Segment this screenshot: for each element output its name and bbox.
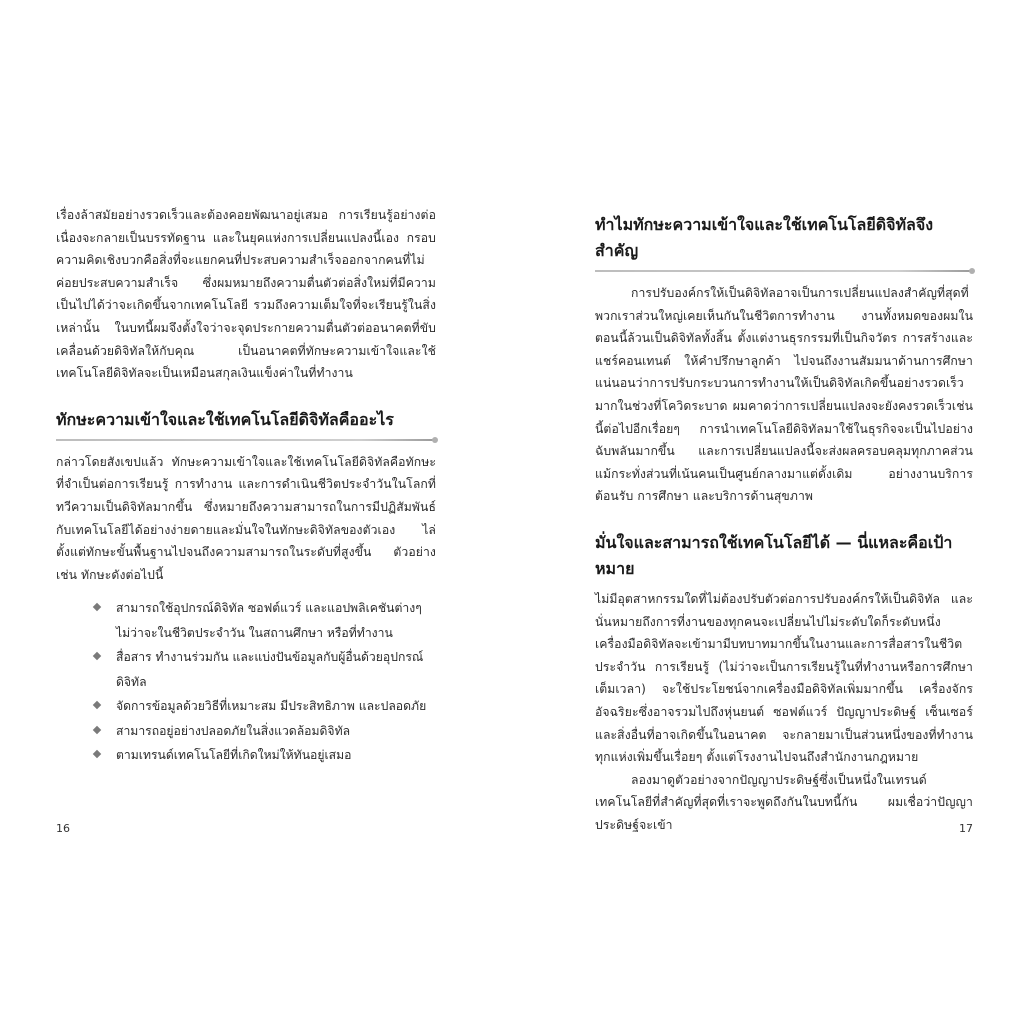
list-item-text: สามารถใช้อุปกรณ์ดิจิทัล ซอฟต์แวร์ และแอปพลิเคชันต่างๆ ไม่ว่าจะในชีวิตประจำวัน ในสถานศึกษา หรือที่ทำงาน (116, 601, 422, 640)
list-item (92, 743, 436, 768)
diamond-bullet-icon (93, 603, 101, 611)
section-heading-confident: มั่นใจและสามารถใช้เทคโนโลยีได้ — นี่แหละคือเป้าหมาย (595, 532, 953, 578)
list-item (92, 719, 436, 744)
skills-list (56, 596, 436, 768)
list-item-text: สื่อสาร ทำงานร่วมกัน และแบ่งปันข้อมูลกับผู้อื่นด้วยอุปกรณ์ดิจิทัล (116, 650, 424, 689)
diamond-bullet-icon (93, 750, 101, 758)
list-item-text: สามารถอยู่อย่างปลอดภัยในสิ่งแวดล้อมดิจิทัล (116, 723, 351, 738)
list-item-text: ตามเทรนด์เทคโนโลยีที่เกิดใหม่ให้ทันอยู่เสมอ (116, 748, 352, 763)
heading-rule (56, 439, 436, 441)
list-item (92, 645, 436, 694)
intro-paragraph: เรื่องล้าสมัยอย่างรวดเร็วและต้องคอยพัฒนาอยู่เสมอ การเรียนรู้อย่างต่อเนื่องจะกลายเป็นบรรทัดฐาน และในยุคแห่งการเปลี่ยนแปลงนี้เอง กรอบความคิดเชิงบวกคือสิ่งที่จะแยกคนที่ประสบความสำเร็จออกจากคนที่ไม่ค่อยประสบความสำเร็จ ซึ่งผมหมายถึงความตื่นตัวต่อสิ่งใหม่ที่มีความเป็นไปได้ว่าจะเกิดขึ้นจากเทคโนโลยี รวมถึงความเต็มใจที่จะเรียนรู้ในสิ่งเหล่านั้น ในบทนี้ผมจึงตั้งใจว่าจะจุดประกายความตื่นตัวต่ออนาคตที่ขับเคลื่อนด้วยดิจิทัลให้กับคุณ เป็นอนาคตที่ทักษะความเข้าใจและใช้เทคโนโลยีดิจิทัลจะเป็นเหมือนสกุลเงินแข็งค่าในที่ทำงาน (56, 208, 436, 381)
confident-paragraph: ไม่มีอุตสาหกรรมใดที่ไม่ต้องปรับตัวต่อการปรับองค์กรให้เป็นดิจิทัล และนั่นหมายถึงการที่งานของทุกคนจะเปลี่ยนไปไม่ระดับใดก็ระดับหนึ่ง เครื่องมือดิจิทัลจะเข้ามามีบทบาทมากขึ้นในงานและการสื่อสารในชีวิตประจำวัน การเรียนรู้ (ไม่ว่าจะเป็นการเรียนรู้ในที่ทำงานหรือการศึกษาเต็มเวลา) จะใช้ประโยชน์จากเครื่องมือดิจิทัลเพิ่มมากขึ้น เครื่องจักรอัจฉริยะซึ่งอาจรวมไปถึงหุ่นยนต์ ซอฟต์แวร์ ปัญญาประดิษฐ์ เซ็นเซอร์ และสิ่งอื่นที่อาจเกิดขึ้นในอนาคต จะกลายมาเป็นส่วนหนึ่งของที่ทำงานทุกแห่งเพิ่มขึ้นเรื่อยๆ ตั้งแต่โรงงานไปจนถึงสำนักงานกฎหมาย (595, 591, 973, 765)
list-item (92, 596, 436, 645)
page-number-right: 17 (959, 822, 973, 835)
left-column (56, 204, 436, 768)
right-page (512, 0, 1024, 1024)
ai-paragraph: ลองมาดูตัวอย่างจากปัญญาประดิษฐ์ซึ่งเป็นหนึ่งในเทรนด์เทคโนโลยีที่สำคัญที่สุดที่เราจะพูดถึงกันในบทนี้กัน ผมเชื่อว่าปัญญาประดิษฐ์จะเข้า (595, 772, 973, 832)
definition-paragraph: กล่าวโดยสังเขปแล้ว ทักษะความเข้าใจและใช้เทคโนโลยีดิจิทัลคือทักษะที่จำเป็นต่อการเรียนรู้ การทำงาน และการดำเนินชีวิตประจำวันในโลกที่ทวีความเป็นดิจิทัลมากขึ้น ซึ่งหมายถึงความสามารถในการมีปฏิสัมพันธ์กับเทคโนโลยีได้อย่างง่ายดายและมั่นใจในทักษะดิจิทัลของตัวเอง ไล่ตั้งแต่ทักษะขั้นพื้นฐานไปจนถึงความสามารถในระดับที่สูงขึ้น ตัวอย่างเช่น ทักษะดังต่อไปนี้ (56, 454, 436, 582)
section-heading-why-important: ทำไมทักษะความเข้าใจและใช้เทคโนโลยีดิจิทัลจึงสำคัญ (595, 215, 934, 260)
heading-rule (595, 270, 973, 272)
right-column (595, 212, 973, 836)
diamond-bullet-icon (93, 726, 101, 734)
page-number-left: 16 (56, 822, 70, 835)
list-item (92, 694, 436, 719)
diamond-bullet-icon (93, 701, 101, 709)
section-heading-what-is: ทักษะความเข้าใจและใช้เทคโนโลยีดิจิทัลคืออะไร (56, 409, 394, 429)
why-paragraph: การปรับองค์กรให้เป็นดิจิทัลอาจเป็นการเปลี่ยนแปลงสำคัญที่สุดที่พวกเราส่วนใหญ่เคยเห็นกันในชีวิตการทำงาน งานทั้งหมดของผมในตอนนี้ล้วนเป็นดิจิทัลทั้งสิ้น ตั้งแต่งานธุรกรรมที่เป็นกิจวัตร การสร้างและแชร์คอนเทนต์ ให้คำปรึกษาลูกค้า ไปจนถึงงานสัมมนาด้านการศึกษา แน่นอนว่าการปรับกระบวนการทำงานให้เป็นดิจิทัลเกิดขึ้นอย่างรวดเร็วมากในช่วงที่โควิดระบาด ผมคาดว่าการเปลี่ยนแปลงจะยังคงรวดเร็วเช่นนี้ต่อไปอีกเรื่อยๆ การนำเทคโนโลยีดิจิทัลมาใช้ในธุรกิจจะเป็นไปอย่างฉับพลันมากขึ้น และการเปลี่ยนแปลงนี้จะส่งผลครอบคลุมทุกภาคส่วน แม้กระทั่งส่วนที่เน้นคนเป็นศูนย์กลางมาแต่ดั้งเดิม อย่างงานบริการต้อนรับ การศึกษา และบริการด้านสุขภาพ (595, 286, 973, 504)
list-item-text: จัดการข้อมูลด้วยวิธีที่เหมาะสม มีประสิทธิภาพ และปลอดภัย (116, 699, 427, 714)
diamond-bullet-icon (93, 652, 101, 660)
